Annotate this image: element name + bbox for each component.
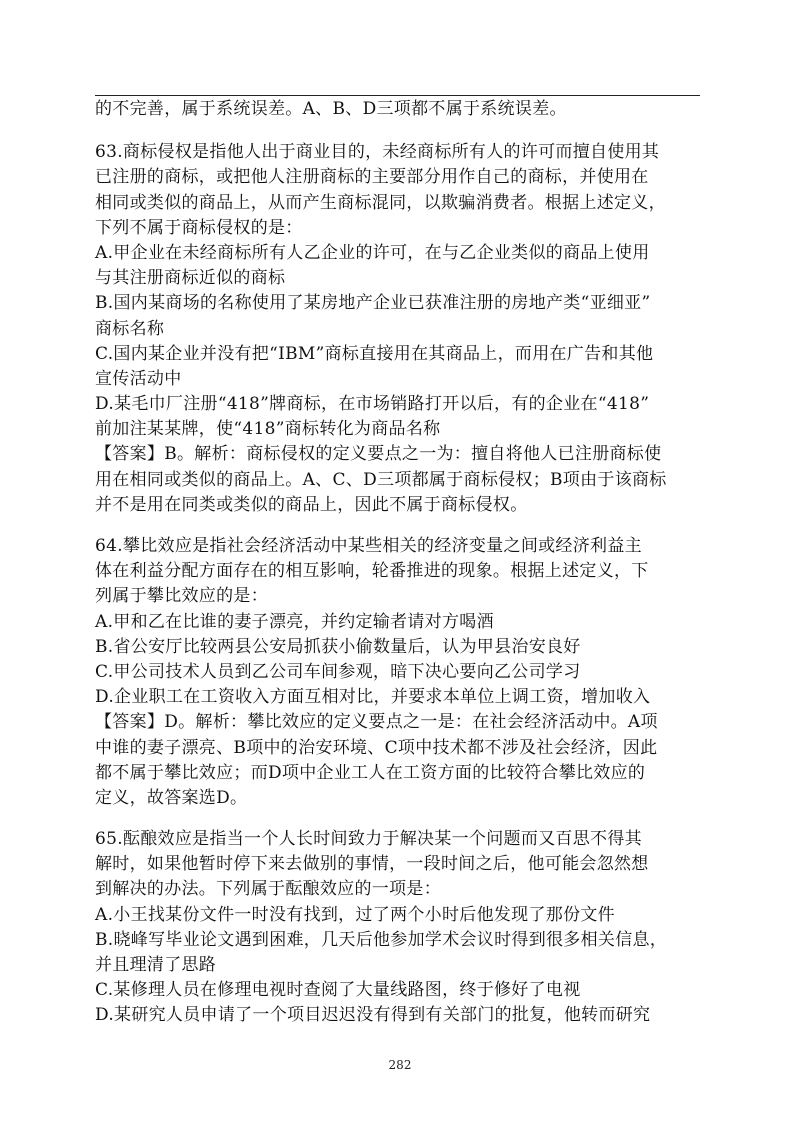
question-text-line: 体在利益分配方面存在的相互影响，轮番推进的现象。根据上述定义，下 bbox=[95, 561, 649, 582]
option-a: A.甲企业在未经商标所有人乙企业的许可，在与乙企业类似的商品上使用 bbox=[95, 242, 650, 263]
question-text-line: 64.攀比效应是指社会经济活动中某些相关的经济变量之间或经济利益主 bbox=[95, 536, 642, 556]
answer-line: 并不是用在同类或类似的商品上，因此不属于商标侵权。 bbox=[95, 494, 528, 515]
option-b: B.省公安厅比较两县公安局抓获小偷数量后，认为甲县治安良好 bbox=[95, 636, 581, 657]
option-a: A.甲和乙在比谁的妻子漂亮，并约定输者请对方喝酒 bbox=[95, 611, 494, 632]
question-text-line: 65.酝酿效应是指当一个人长时间致力于解决某一个问题而又百思不得其 bbox=[95, 829, 642, 850]
question-text-line: 解时，如果他暂时停下来去做别的事情，一段时间之后，他可能会忽然想 bbox=[95, 854, 649, 875]
page-content bbox=[95, 97, 707, 1029]
answer-line: 定义，故答案选D。 bbox=[95, 787, 248, 808]
question-text-line: 到解决的办法。下列属于酝酿效应的一项是： bbox=[95, 879, 441, 900]
option-a-cont: 与其注册商标近似的商标 bbox=[95, 268, 286, 289]
answer-line: 【答案】D。解析：攀比效应的定义要点之一是：在社会经济活动中。A项 bbox=[95, 712, 658, 733]
question-text-line: 下列不属于商标侵权的是： bbox=[95, 217, 303, 238]
carryover-text: 的不完善，属于系统误差。A、B、D三项都不属于系统误差。 bbox=[95, 99, 567, 119]
question-65 bbox=[95, 827, 707, 1029]
question-text-line: 相同或类似的商品上，从而产生商标混同，以欺骗消费者。根据上述定义， bbox=[95, 192, 666, 213]
option-d: D.企业职工在工资收入方面互相对比，并要求本单位上调工资，增加收入 bbox=[95, 687, 651, 708]
question-text-line: 列属于攀比效应的是： bbox=[95, 586, 268, 607]
question-64 bbox=[95, 534, 707, 811]
answer-line: 中谁的妻子漂亮、B项中的治安环境、C项中技术都不涉及社会经济，因此 bbox=[95, 737, 658, 758]
option-d: D.某研究人员申请了一个项目迟迟没有得到有关部门的批复，他转而研究 bbox=[95, 1005, 651, 1026]
answer-line: 用在相同或类似的商品上。A、C、D三项都属于商标侵权；B项由于该商标 bbox=[95, 469, 667, 490]
option-b: B.国内某商场的名称使用了某房地产企业已获准注册的房地产类“亚细亚” bbox=[95, 293, 651, 314]
page-number: 282 bbox=[388, 1058, 412, 1072]
option-c-cont: 宣传活动中 bbox=[95, 368, 182, 389]
option-c: C.甲公司技术人员到乙公司车间参观，暗下决心要向乙公司学习 bbox=[95, 661, 581, 682]
answer-line: 都不属于攀比效应；而D项中企业工人在工资方面的比较符合攀比效应的 bbox=[95, 762, 646, 783]
option-c: C.某修理人员在修理电视时查阅了大量线路图，终于修好了电视 bbox=[95, 980, 581, 1001]
option-a: A.小王找某份文件一时没有找到，过了两个小时后他发现了那份文件 bbox=[95, 904, 615, 925]
answer-line: 【答案】B。解析：商标侵权的定义要点之一为：擅自将他人已注册商标使 bbox=[95, 444, 662, 465]
option-d-cont: 前加注某某牌，使“418”商标转化为商品名称 bbox=[95, 419, 441, 440]
header-rule bbox=[95, 95, 700, 96]
option-b-cont: 并且理清了思路 bbox=[95, 955, 217, 975]
option-b: B.晓峰写毕业论文遇到困难，几天后他参加学术会议时得到很多相关信息， bbox=[95, 929, 668, 950]
option-d: D.某毛巾厂注册“418”牌商标，在市场销路打开以后，有的企业在“418” bbox=[95, 394, 650, 415]
question-text-line: 63.商标侵权是指他人出于商业目的，未经商标所有人的许可而擅自使用其 bbox=[95, 142, 660, 163]
question-text-line: 已注册的商标，或把他人注册商标的主要部分用作自己的商标，并使用在 bbox=[95, 167, 649, 188]
option-b-cont: 商标名称 bbox=[95, 318, 165, 339]
question-63 bbox=[95, 140, 707, 518]
option-c: C.国内某企业并没有把“IBM”商标直接用在其商品上，而用在广告和其他 bbox=[95, 343, 654, 364]
